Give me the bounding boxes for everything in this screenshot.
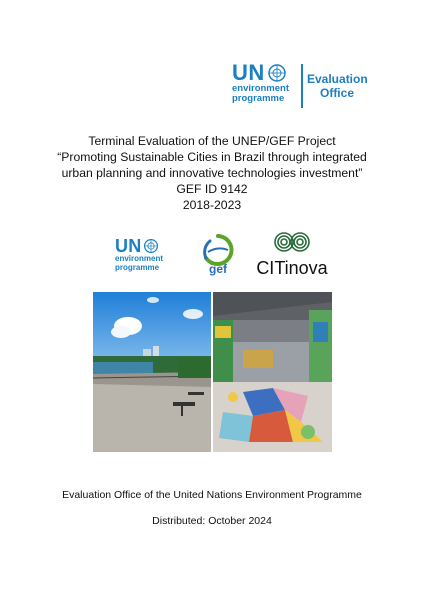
un-emblem-icon — [143, 238, 159, 254]
gef-emblem-icon — [198, 232, 238, 276]
project-years: 2018-2023 — [182, 198, 242, 212]
logo-divider — [301, 64, 303, 108]
report-title — [30, 133, 394, 213]
office-line1: Evaluation — [307, 72, 368, 86]
un-wordmark-partner: UN — [115, 236, 142, 256]
distribution-date: Distributed: October 2024 — [152, 515, 272, 527]
gef-logo — [198, 232, 238, 276]
env-line1-partner: environment — [115, 254, 164, 263]
citinova-logo — [250, 230, 334, 278]
issuing-organization: Evaluation Office of the United Nations Environment Programme — [62, 489, 362, 501]
un-environment-logo-partner — [115, 237, 175, 277]
env-line2-partner: programme — [115, 262, 160, 272]
citinova-emblem-icon — [250, 230, 334, 278]
citinova-wordmark: CITinova — [256, 258, 328, 278]
env-line1: environment — [232, 83, 290, 94]
evaluation-office-label — [307, 72, 367, 100]
title-line1: Terminal Evaluation of the UNEP/GEF Project — [88, 134, 336, 148]
un-environment-logo — [232, 62, 302, 112]
gef-wordmark: gef — [209, 262, 227, 276]
park-terrace-photo — [93, 292, 211, 452]
un-wordmark: UN — [232, 60, 265, 85]
title-line3: urban planning and innovative technologies investment” — [61, 166, 363, 180]
env-line2: programme — [232, 93, 285, 104]
gef-id: GEF ID 9142 — [176, 182, 248, 196]
underpass-mural-photo — [213, 292, 332, 452]
title-line2: “Promoting Sustainable Cities in Brazil through integrated — [57, 150, 367, 164]
office-line2: Office — [319, 86, 354, 100]
un-emblem-icon — [267, 63, 287, 83]
